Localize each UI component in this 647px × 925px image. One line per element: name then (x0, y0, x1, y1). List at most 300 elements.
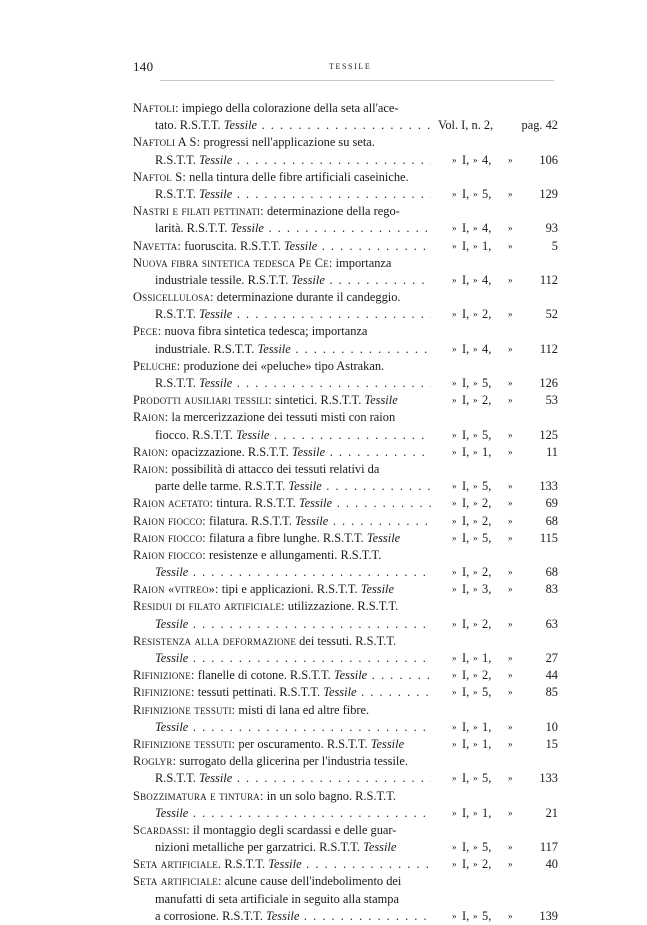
index-entry (0, 495, 647, 512)
index-entry (0, 323, 647, 357)
ditto-mark: » (473, 773, 478, 784)
entry-continuation-line (0, 616, 647, 633)
entry-description: larità. R.S.T.T. (155, 221, 228, 236)
ditto-mark: » (508, 773, 513, 784)
entry-description: alcune cause dell'indebolimento dei (221, 874, 402, 889)
volume-ref: I, (462, 444, 470, 459)
page-ref: 129 (539, 186, 558, 201)
page-ref: 125 (539, 427, 558, 442)
entry-description: flanelle di cotone. R.S.T.T. (194, 668, 331, 683)
volume-ref: I, (462, 307, 470, 322)
entry-term: Raion: (133, 410, 169, 425)
entry-reference (435, 117, 560, 134)
entry-term: Ossicellulosa: (133, 290, 214, 305)
ditto-mark: » (452, 910, 457, 921)
ditto-mark: » (508, 532, 513, 543)
entry-description: opacizzazione. R.S.T.T. (168, 444, 289, 459)
ditto-mark: » (473, 481, 478, 492)
entry-text-with-leader (155, 221, 431, 235)
entry-heading-line (0, 495, 647, 512)
ditto-mark: » (508, 446, 513, 457)
issue-ref: 5, (482, 376, 492, 390)
issue-ref: 2, (482, 616, 492, 631)
entry-text-with-leader (155, 565, 431, 579)
journal-name: Tessile (198, 307, 233, 322)
index-entry (0, 513, 647, 530)
entry-description: per oscuramento. R.S.T.T. (235, 736, 368, 751)
entry-text (133, 684, 431, 701)
entry-text-with-leader (155, 909, 431, 923)
entry-text (155, 478, 431, 495)
ditto-mark: » (473, 721, 478, 732)
entry-description: R.S.T.T. (155, 186, 196, 201)
entry-description: nuova fibra sintetica tedesca; importanza (161, 324, 368, 339)
entry-term: Rifinizione: (133, 668, 195, 683)
volume-ref: I, (462, 513, 470, 528)
issue-ref: 4, (482, 221, 492, 236)
entry-text-with-leader (133, 857, 431, 871)
ditto-mark: » (473, 498, 478, 509)
entry-term: Seta artificiale: (133, 874, 222, 889)
entry-text-with-leader (155, 153, 431, 167)
entry-text-with-leader (155, 376, 431, 390)
issue-ref: 5, (482, 186, 492, 201)
ditto-mark: » (473, 154, 478, 165)
entry-reference (435, 616, 560, 633)
entry-text (155, 805, 431, 822)
entry-text (155, 770, 431, 787)
entry-description: dei tessuti. R.S.T.T. (296, 633, 397, 648)
ditto-mark: » (452, 584, 457, 595)
entry-text (133, 702, 369, 719)
entry-text (133, 409, 395, 426)
entry-text-with-leader (133, 668, 431, 682)
entry-reference (435, 444, 560, 461)
page-ref: pag. 42 (521, 118, 558, 133)
index-entry (0, 633, 647, 667)
entry-continuation-line (0, 650, 647, 667)
entry-text (133, 203, 400, 220)
issue-ref: 2, (482, 857, 492, 872)
issue-ref: 5, (482, 530, 492, 545)
ditto-mark: » (508, 378, 513, 388)
entry-reference (435, 306, 560, 323)
index-entry (0, 169, 647, 203)
volume-ref: I, (462, 496, 470, 511)
page-ref: 68 (545, 565, 558, 580)
page-ref: 68 (545, 513, 558, 528)
page-ref: 112 (539, 272, 558, 287)
entry-reference (435, 719, 560, 736)
entry-text (155, 220, 431, 237)
entry-text-with-leader (155, 342, 431, 356)
entry-text (133, 358, 384, 375)
ditto-mark: » (508, 223, 513, 234)
volume-ref: I, (462, 736, 470, 751)
entry-heading-line (0, 203, 647, 220)
entry-continuation-line (0, 306, 647, 323)
entry-term: Roglyr: (133, 754, 177, 769)
ditto-mark: » (473, 429, 478, 440)
ditto-mark: » (452, 240, 457, 251)
ditto-mark: » (508, 618, 513, 629)
entry-heading-line (0, 822, 647, 839)
entry-text (133, 495, 431, 512)
ditto-mark: » (508, 154, 513, 165)
index-entry (0, 461, 647, 495)
entry-description: progressi nell'applicazione su seta. (200, 135, 375, 150)
journal-name: Tessile (236, 427, 270, 442)
entry-text (133, 169, 409, 186)
ditto-mark: » (473, 859, 478, 870)
entry-term: Seta artificiale. (133, 857, 222, 872)
index-entry (0, 581, 647, 598)
entry-description: R.S.T.T. (155, 307, 196, 322)
issue-ref: 2, (482, 307, 492, 322)
entry-description: sintetici. R.S.T.T. (271, 393, 362, 408)
ditto-mark: » (473, 223, 478, 234)
journal-name: Tessile (155, 565, 189, 580)
page-ref: 115 (539, 530, 558, 545)
issue-ref: 2, (482, 668, 492, 683)
entry-heading-line (0, 856, 647, 873)
volume-ref: I, (462, 479, 470, 494)
ditto-mark: » (508, 653, 513, 663)
journal-name: Tessile (364, 393, 398, 408)
entry-term: Prodotti ausiliari tessili: (133, 393, 272, 408)
ditto-mark: » (452, 498, 457, 509)
entry-heading-line (0, 289, 647, 306)
ditto-mark: » (508, 721, 513, 732)
entry-term: Rifinizione: (133, 685, 195, 700)
index-entry (0, 203, 647, 237)
entry-heading-line (0, 513, 647, 530)
entry-heading-line (0, 788, 647, 805)
ditto-mark: » (473, 653, 478, 663)
ditto-mark: » (508, 859, 513, 870)
entry-heading-line (0, 409, 647, 426)
ditto-mark: » (473, 670, 478, 681)
entry-continuation-line (0, 220, 647, 237)
entry-text (155, 650, 431, 667)
entry-text-with-leader (133, 496, 431, 510)
journal-name: Tessile (155, 719, 189, 734)
index-entry (0, 702, 647, 736)
ditto-mark: » (452, 395, 457, 406)
entry-reference (435, 839, 560, 856)
entry-text-with-leader (155, 771, 431, 785)
entry-text (133, 255, 391, 272)
entry-description: manufatti di seta artificiale in seguito alla stampa (155, 891, 399, 906)
index-entry (0, 255, 647, 289)
entry-heading-line (0, 238, 647, 255)
ditto-mark: » (473, 532, 478, 543)
issue-ref: 5, (482, 685, 492, 700)
entry-text-with-leader (155, 651, 431, 665)
entry-text (133, 530, 400, 547)
entry-text (133, 788, 396, 805)
index-entry (0, 530, 647, 547)
volume-ref: I, (462, 238, 470, 253)
entry-term: Residui di filato artificiale: (133, 599, 285, 614)
journal-name: Tessile (198, 376, 233, 390)
ditto-mark: » (452, 532, 457, 543)
ditto-mark: » (452, 515, 457, 526)
entry-text (133, 856, 431, 873)
entry-text (133, 873, 401, 890)
ditto-mark: » (508, 309, 513, 320)
entry-heading-line (0, 736, 647, 753)
ditto-mark: » (508, 498, 513, 509)
ditto-mark: » (452, 618, 457, 629)
journal-name: Tessile (155, 651, 189, 665)
entry-heading-line (0, 169, 647, 186)
ditto-mark: » (452, 738, 457, 749)
page-ref: 139 (539, 908, 558, 923)
journal-name: Tessile (288, 479, 322, 494)
index-entry (0, 684, 647, 701)
ditto-mark: » (508, 567, 513, 578)
entry-description: industriale tessile. R.S.T.T. (155, 272, 289, 287)
journal-name: Tessile (363, 840, 397, 855)
entry-text-with-leader (155, 720, 431, 734)
entry-description: la mercerizzazione dei tessuti misti con raion (168, 410, 396, 425)
entry-text (133, 667, 431, 684)
entry-reference (435, 805, 560, 822)
ditto-mark: » (508, 687, 513, 698)
entry-text (155, 564, 431, 581)
entry-continuation-line (0, 805, 647, 822)
entry-heading-line (0, 444, 647, 461)
journal-name: Tessile (283, 238, 318, 253)
journal-name: Tessile (155, 616, 189, 631)
entry-heading-line (0, 100, 647, 117)
entry-text (133, 323, 367, 340)
entry-text (133, 461, 379, 478)
volume-ref: I, (462, 186, 470, 201)
entry-term: Pece: (133, 324, 162, 339)
entry-reference (435, 581, 560, 598)
issue-ref: 1, (482, 444, 492, 459)
entry-text-with-leader (133, 239, 431, 253)
issue-ref: 4, (482, 152, 492, 167)
entry-heading-line (0, 547, 647, 564)
index-entry (0, 667, 647, 684)
ditto-mark: » (508, 343, 513, 354)
entry-text-with-leader (155, 307, 431, 321)
entry-description: tato. R.S.T.T. (155, 118, 221, 133)
entry-reference (435, 684, 560, 701)
journal-name: Tessile (268, 857, 302, 872)
index-entry (0, 392, 647, 409)
entry-description: parte delle tarme. R.S.T.T. (155, 479, 286, 494)
entry-reference (435, 220, 560, 237)
ditto-mark: » (473, 807, 478, 818)
index-entry (0, 873, 647, 925)
volume-ref: I, (462, 840, 470, 855)
entry-description: filatura. R.S.T.T. (205, 513, 292, 528)
entry-term: Raion acetato: (133, 496, 214, 511)
entry-continuation-line (0, 770, 647, 787)
journal-name: Tessile (323, 685, 357, 700)
entry-term: Raion: (133, 444, 169, 459)
ditto-mark: » (473, 378, 478, 388)
volume-ref: I, (462, 771, 470, 786)
ditto-mark: » (473, 343, 478, 354)
page-ref: 93 (545, 221, 558, 236)
journal-name: Tessile (198, 771, 233, 786)
ditto-mark: » (473, 446, 478, 457)
journal-name: Tessile (155, 805, 189, 820)
ditto-mark: » (452, 446, 457, 457)
issue-ref: 1, (482, 719, 492, 734)
issue-ref: 1, (482, 805, 492, 820)
issue-ref: 1, (482, 736, 492, 751)
entry-description: determinazione della rego- (263, 204, 400, 219)
entry-continuation-line (0, 117, 647, 134)
entry-heading-line (0, 633, 647, 650)
ditto-mark: » (508, 807, 513, 818)
issue-ref: 2, (482, 513, 492, 528)
entry-heading-line (0, 581, 647, 598)
entry-term: Rifinizione tessuti: (133, 736, 236, 751)
journal-name: Tessile (294, 513, 329, 528)
entry-description: possibilità di attacco dei tessuti relativi da (168, 461, 380, 476)
entry-text (133, 822, 396, 839)
entry-description: nizioni metalliche per garzatrici. R.S.T.T. (155, 840, 360, 855)
index-entry (0, 856, 647, 873)
entry-heading-line (0, 873, 647, 890)
volume-ref: I, (462, 857, 470, 872)
entry-heading-line (0, 702, 647, 719)
index-entry (0, 289, 647, 323)
volume-ref: I, (462, 668, 470, 683)
journal-name: Tessile (333, 668, 368, 683)
ditto-mark: » (508, 842, 513, 853)
issue-ref: 5, (482, 771, 492, 786)
entry-text (155, 427, 431, 444)
entry-description: utilizzazione. R.S.T.T. (284, 599, 399, 614)
entry-reference (435, 238, 560, 255)
page-ref: 106 (539, 152, 558, 167)
page-ref: 21 (545, 805, 558, 820)
ditto-mark: » (452, 670, 457, 681)
entry-text-with-leader (133, 514, 431, 528)
entry-term: Navetta: (133, 238, 182, 253)
volume-ref: I, (462, 341, 470, 356)
volume-ref: I, (462, 908, 470, 923)
ditto-mark: » (473, 274, 478, 285)
entry-description: impiego della colorazione della seta all'ace- (178, 101, 399, 115)
journal-name: Tessile (291, 272, 325, 287)
entry-reference (435, 736, 560, 753)
entry-text (155, 272, 431, 289)
ditto-mark: » (473, 240, 478, 251)
entry-reference (435, 392, 560, 409)
entry-description: a corrosione. R.S.T.T. (155, 908, 263, 923)
volume-ref: I, (462, 393, 470, 408)
entry-description: nella tintura delle fibre artificiali caseiniche. (186, 169, 409, 184)
entry-description: resistenze e allungamenti. R.S.T.T. (205, 547, 382, 562)
index-entry (0, 409, 647, 443)
ditto-mark: » (452, 567, 457, 578)
index-entry (0, 822, 647, 856)
page-ref: 133 (539, 771, 558, 786)
ditto-mark: » (452, 773, 457, 784)
entry-text (155, 186, 431, 203)
entry-text (133, 134, 375, 151)
index-entry (0, 358, 647, 392)
entry-text (133, 736, 404, 753)
issue-ref: 5, (482, 479, 492, 494)
journal-name: Tessile (298, 496, 333, 511)
entry-description: industriale. R.S.T.T. (155, 341, 255, 356)
entry-reference (435, 530, 560, 547)
page-ref: 63 (545, 616, 558, 631)
ditto-mark: » (452, 721, 457, 732)
entry-reference (435, 427, 560, 444)
volume-ref: I, (462, 376, 470, 390)
page-number: 140 (133, 59, 154, 74)
ditto-mark: » (452, 274, 457, 285)
entry-heading-line (0, 255, 647, 272)
entry-term: Peluche: (133, 358, 181, 373)
entry-reference (435, 856, 560, 873)
entry-heading-line (0, 753, 647, 770)
ditto-mark: » (452, 188, 457, 199)
volume-ref: I, (462, 427, 470, 442)
entry-term: Naftol S: (133, 169, 187, 184)
issue-ref: 1, (482, 238, 492, 253)
ditto-mark: » (508, 429, 513, 440)
ditto-mark: » (508, 188, 513, 199)
ditto-mark: » (508, 395, 513, 406)
entry-heading-line (0, 323, 647, 340)
index-entry (0, 736, 647, 753)
entry-continuation-line (0, 908, 647, 925)
journal-name: Tessile (370, 736, 405, 751)
entry-term: Rifinizione tessuti: (133, 702, 236, 717)
journal-name: Tessile (366, 530, 401, 545)
entry-text (133, 513, 431, 530)
entry-description: filatura a fibre lunghe. R.S.T.T. (205, 530, 364, 545)
entry-term: Sbozzimatura e tintura: (133, 788, 264, 803)
entry-text (155, 908, 431, 925)
entry-text (155, 117, 431, 134)
page-ref: 44 (545, 668, 558, 683)
entry-description: fuoruscita. R.S.T.T. (181, 238, 281, 253)
entry-term: Raion fiocco: (133, 547, 206, 562)
index-entry (0, 134, 647, 168)
ditto-mark: » (508, 910, 513, 921)
entry-text (133, 581, 394, 598)
entry-continuation-line (0, 375, 647, 392)
issue-ref: 2, (482, 393, 492, 408)
entry-heading-line (0, 598, 647, 615)
ditto-mark: » (473, 842, 478, 853)
entry-text (133, 547, 381, 564)
volume-ref: I, (462, 221, 470, 236)
issue-ref: 3, (482, 582, 492, 597)
journal-name: Tessile (360, 582, 394, 597)
entry-term: Raion «vitreo»: (133, 582, 219, 597)
entry-reference (435, 152, 560, 169)
entry-reference (435, 650, 560, 667)
entry-description: in un solo bagno. R.S.T.T. (263, 788, 397, 803)
entry-text-with-leader (155, 479, 431, 493)
ditto-mark: » (473, 188, 478, 199)
journal-name: Tessile (266, 908, 300, 923)
